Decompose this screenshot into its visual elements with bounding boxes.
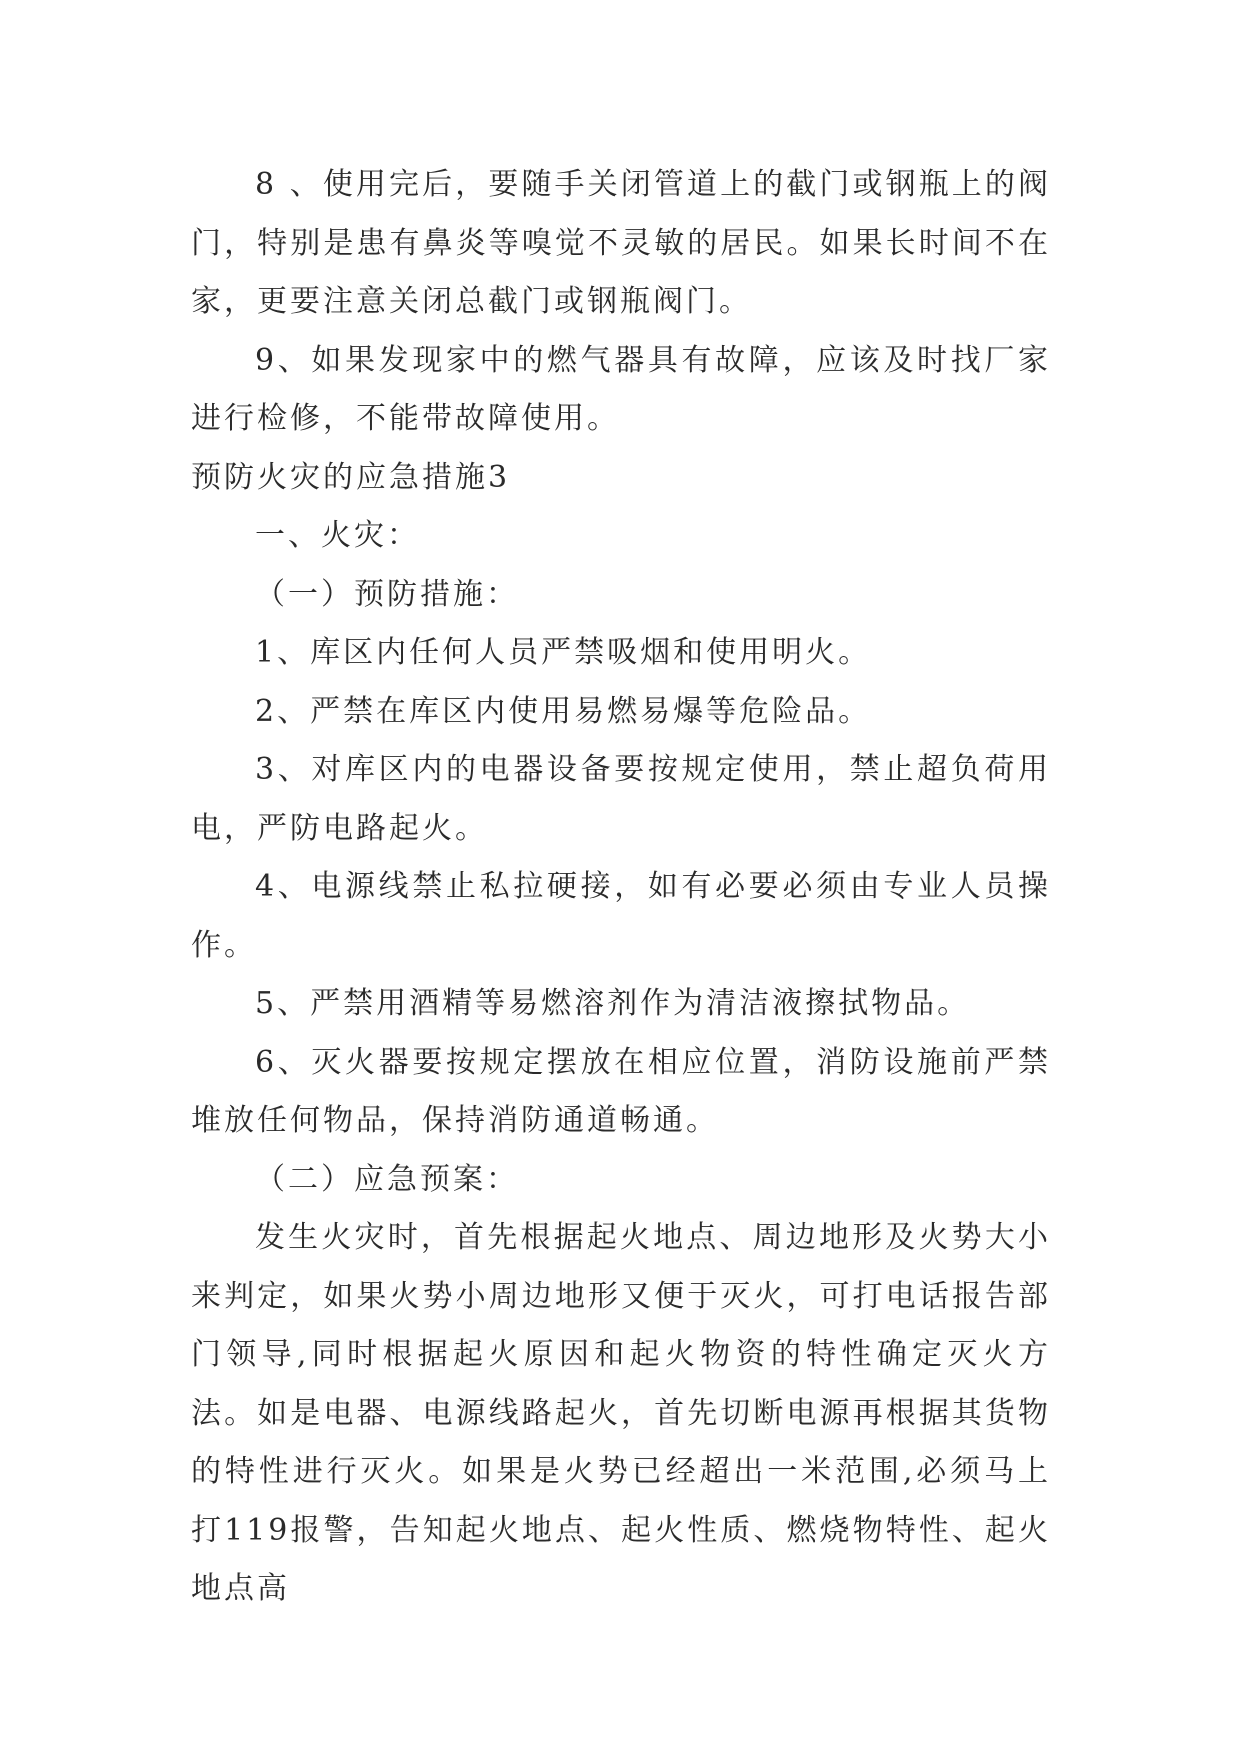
prevention-item-4: 4、电源线禁止私拉硬接，如有必要必须由专业人员操作。 xyxy=(191,869,1051,963)
paragraph-item-9: 9、如果发现家中的燃气器具有故障，应该及时找厂家进行检修，不能带故障使用。 xyxy=(191,342,1051,436)
prevention-item-3: 3、对库区内的电器设备要按规定使用，禁止超负荷用电，严防电路起火。 xyxy=(191,752,1051,846)
subsection-title-emergency-plan: （二）应急预案： xyxy=(255,1161,519,1197)
emergency-plan-paragraph: 发生火灾时，首先根据起火地点、周边地形及火势大小来判定，如果火势小周边地形又便于灭火，可打电话报告部门领导,同时根据起火原因和起火物资的特性确定灭火方法。如是电器、电源线路起火，首先切断电源再根据其货物的特性进行灭火。如果是火势已经超出一米范围,必须马上打119报警，告知起火地点、起火性质、燃烧物特性、起火地点高 xyxy=(191,1220,1051,1606)
section-title-fire: 一、火灾： xyxy=(255,518,420,553)
prevention-item-1: 1、库区内任何人员严禁吸烟和使用明火。 xyxy=(255,635,872,670)
document-body xyxy=(191,156,1051,1619)
prevention-item-2: 2、严禁在库区内使用易燃易爆等危险品。 xyxy=(255,693,872,729)
prevention-item-5: 5、严禁用酒精等易燃溶剂作为清洁液擦拭物品。 xyxy=(255,986,971,1021)
prevention-item-6: 6、灭火器要按规定摆放在相应位置，消防设施前严禁堆放任何物品，保持消防通道畅通。 xyxy=(191,1044,1051,1138)
section-heading: 预防火灾的应急措施3 xyxy=(191,459,511,495)
paragraph-item-8: 8 、使用完后，要随手关闭管道上的截门或钢瓶上的阀门，特别是患有鼻炎等嗅觉不灵敏的居民。如果长时间不在家，更要注意关闭总截门或钢瓶阀门。 xyxy=(191,167,1051,319)
subsection-title-prevention: （一）预防措施： xyxy=(255,576,519,612)
